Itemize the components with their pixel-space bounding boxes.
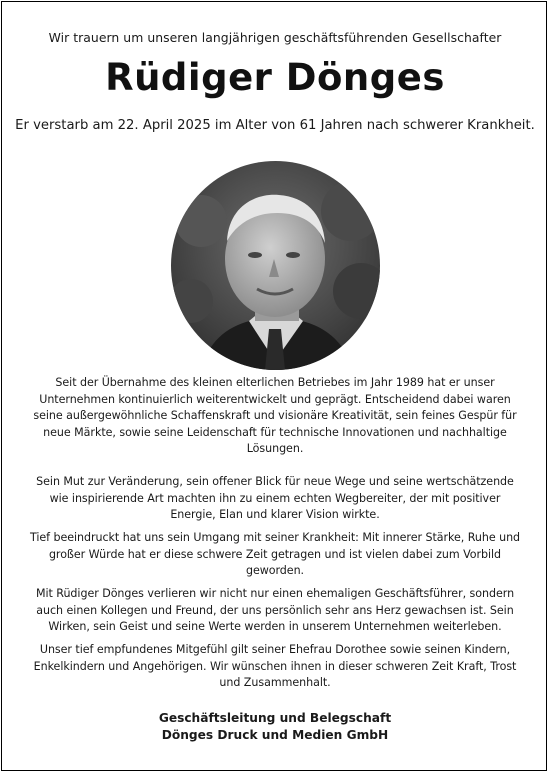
signature-line-2: Dönges Druck und Medien GmbH [161,728,389,742]
paragraph-character: Sein Mut zur Veränderung, sein offener Blick für neue Wege und seine wertschätzende wie inspirierende Art machten ihn zu einem echten Wegbereiter, der mit positiver Energie, Elan und klarer Vision wirkte. [36,475,514,521]
paragraph-history: Seit der Übernahme des kleinen elterlichen Betriebes im Jahr 1989 hat er unser Unternehmen kontinuierlich weiterentwickelt und geprägt. Entscheidend dabei waren seine außergewöhnliche Schaffenskraft und visionäre Kreativität, sein feines Gespür für neue Märkte, sowie seine Leidenschaft für technische Innovationen und nachhaltige Lösungen. [33,376,517,455]
death-notice-line: Er verstarb am 22. April 2025 im Alter von 61 Jahren nach schwerer Krankheit. [15,118,535,133]
portrait-photo [171,161,380,370]
intro-line: Wir trauern um unseren langjährigen geschäftsführenden Gesellschafter [48,30,502,45]
paragraph-condolence: Unser tief empfundenes Mitgefühl gilt seiner Ehefrau Dorothee sowie seinen Kindern, Enkelkindern und Angehörigen. Wir wünschen ihnen in dieser schweren Zeit Kraft, Trost und Zusammenhalt. [33,643,517,689]
paragraph-illness: Tief beeindruckt hat uns sein Umgang mit seiner Krankheit: Mit innerer Stärke, Ruhe und großer Würde hat er diese schwere Zeit getragen und ist vielen dabei zum Vorbild geworden. [29,531,521,577]
signature-line-1: Geschäftsleitung und Belegschaft [158,711,392,725]
deceased-name: Rüdiger Dönges [105,56,445,99]
paragraph-loss: Mit Rüdiger Dönges verlieren wir nicht nur einen ehemaligen Geschäftsführer, sondern auch einen Kollegen und Freund, der uns persönlich sehr ans Herz gewachsen ist. Sein Wirken, sein Geist und seine Werte werden in unserem Unternehmen weiterleben. [35,587,515,633]
